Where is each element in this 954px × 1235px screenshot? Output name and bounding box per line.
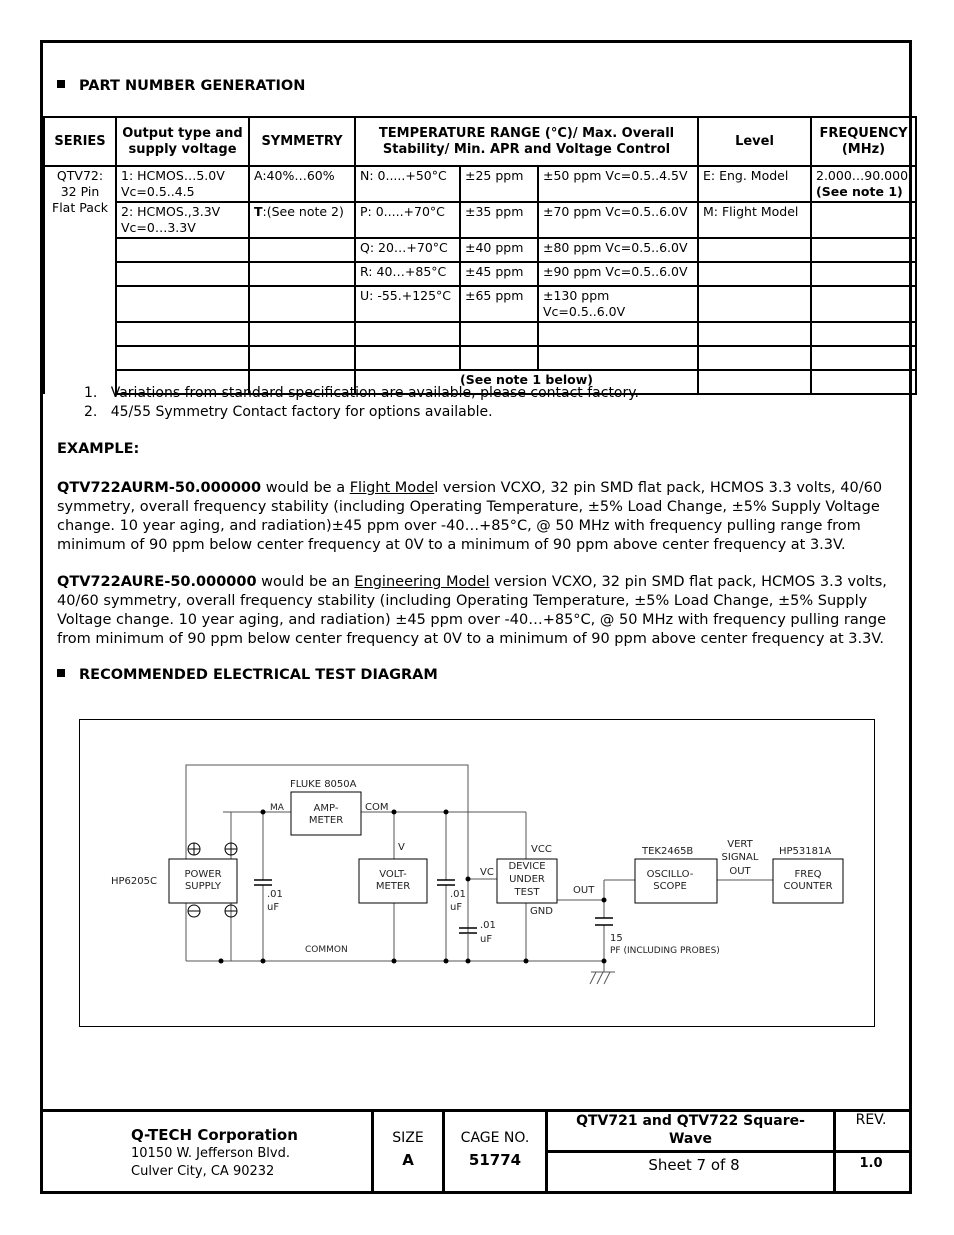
- symmetry-cell: [249, 238, 355, 262]
- apr-cell: ±130 ppm Vc=0.5..6.0V: [538, 286, 698, 322]
- company-address-1: 10150 W. Jefferson Blvd.: [131, 1146, 290, 1161]
- frequency-cell: [811, 286, 916, 322]
- text: would be an: [256, 574, 355, 590]
- table-header-row: [44, 117, 916, 166]
- ammeter-label-1: AMP-: [313, 803, 339, 814]
- frequency-note: (See note 1): [816, 184, 903, 199]
- cap4-value: 15: [610, 933, 623, 944]
- apr-cell: ±90 ppm Vc=0.5..6.0V: [538, 262, 698, 286]
- vcc-label: VCC: [531, 844, 552, 855]
- ma-label: MA: [270, 803, 284, 813]
- example-paragraph-2: [57, 573, 912, 649]
- dut-label-3: TEST: [514, 887, 540, 898]
- power-supply-label-2: SUPPLY: [184, 881, 222, 892]
- ammeter-label-2: METER: [308, 815, 344, 826]
- temp-range-cell: [355, 346, 460, 370]
- level-cell: [698, 286, 811, 322]
- level-cell: [698, 346, 811, 370]
- gnd-label: GND: [530, 906, 553, 917]
- table-row: [44, 286, 916, 322]
- cap3-value: .01: [480, 920, 496, 931]
- symmetry-cell: [249, 346, 355, 370]
- out-label: OUT: [573, 885, 595, 896]
- company-name: Q-TECH Corporation: [131, 1126, 298, 1144]
- output-cell: [116, 346, 249, 370]
- table-row: [44, 238, 916, 262]
- symmetry-cell: [249, 286, 355, 322]
- stability-cell: ±65 ppm: [460, 286, 538, 322]
- document-title: [548, 1112, 833, 1148]
- table-row: [44, 202, 916, 238]
- output-cell: [116, 238, 249, 262]
- power-supply-label-1: POWER: [184, 869, 222, 880]
- text: would be a: [261, 480, 350, 496]
- output-cell: [116, 262, 249, 286]
- section-heading-test-diagram: [57, 667, 438, 683]
- symmetry-note: :(See note 2): [262, 204, 344, 219]
- bullet-icon: [57, 669, 65, 677]
- cap1-value: .01: [267, 889, 283, 900]
- example-paragraph-1: [57, 479, 912, 555]
- section-title: PART NUMBER GENERATION: [79, 78, 306, 94]
- vert-label-1: VERT: [727, 839, 753, 850]
- temp-range-cell: U: -55.+125°C: [355, 286, 460, 322]
- text: l version VCXO, 32 pin SMD flat pack, HCMOS 3.3 volts, 40/60 symmetry, overall frequency stability (including Operating Temperature, ±5% Load Change, ±5% Supply Voltage change. 10 year aging, and radiation)±45 ppm over -40…+85°C, @ 50 MHz with frequency pulling range from minimum of 90 ppm below center frequency at 0V to a minimum of 90 ppm above center frequency at 3.3V.: [57, 480, 883, 553]
- table-row: [44, 262, 916, 286]
- header-level: Level: [698, 117, 811, 166]
- note-item: 2. 45/55 Symmetry Contact factory for options available.: [84, 404, 493, 420]
- stability-cell: ±45 ppm: [460, 262, 538, 286]
- part-number: QTV722AURE-50.000000: [57, 574, 257, 590]
- part-number-table: [43, 116, 917, 395]
- output-cell: 2: HCMOS.,3.3V Vc=0…3.3V: [116, 202, 249, 238]
- output-cell: 1: HCMOS…5.0V Vc=0.5..4.5: [116, 166, 249, 202]
- stability-cell: [460, 346, 538, 370]
- cage-value: 51774: [468, 1151, 522, 1169]
- v-label: V: [398, 842, 405, 853]
- sheet-number: Sheet 7 of 8: [648, 1156, 740, 1174]
- text: version VCXO, 32 pin SMD flat pack, HCMOS 3.3 volts, 40/60 symmetry, overall frequency stability (including Operating Temperature, ±5% Load Change, ±5% Supply Voltage change. 10 year aging, and radiation) ±45 ppm over -40…+85°C, @ 50 MHz with frequency pulling range from minimum of 90 ppm below center frequency at 0V to a minimum of 90 ppm above center frequency at 3.3V.: [57, 574, 887, 647]
- underlined-text: Flight Mode: [349, 480, 435, 496]
- cap2-value: .01: [450, 889, 466, 900]
- apr-cell: ±80 ppm Vc=0.5..6.0V: [538, 238, 698, 262]
- dut-label-1: DEVICE: [508, 861, 546, 872]
- table-row: [44, 166, 916, 202]
- com-label: COM: [365, 802, 389, 813]
- symmetry-code: T: [254, 204, 263, 219]
- apr-cell: ±70 ppm Vc=0.5..6.0V: [538, 202, 698, 238]
- stability-cell: ±40 ppm: [460, 238, 538, 262]
- level-cell: [698, 322, 811, 346]
- oscilloscope-label-1: OSCILLO-: [646, 869, 694, 880]
- underlined-text: Engineering Model: [354, 574, 490, 590]
- apr-cell: [538, 346, 698, 370]
- output-cell: [116, 286, 249, 322]
- header-series: SERIES: [44, 117, 116, 166]
- size-value: A: [402, 1151, 414, 1169]
- frequency-cell: [811, 346, 916, 370]
- part-number: QTV722AURM-50.000000: [57, 480, 262, 496]
- temp-range-cell: P: 0.....+70°C: [355, 202, 460, 238]
- vert-label-2: SIGNAL: [721, 852, 759, 863]
- oscilloscope-label-2: SCOPE: [653, 881, 687, 892]
- stability-cell: ±35 ppm: [460, 202, 538, 238]
- level-cell: E: Eng. Model: [698, 166, 811, 202]
- cap2-unit: uF: [450, 902, 463, 913]
- section-heading-part-number: [57, 78, 305, 94]
- header-output: Output type and supply voltage: [116, 117, 249, 166]
- symmetry-cell: [249, 202, 355, 238]
- frequency-cell: [811, 262, 916, 286]
- temp-range-cell: [355, 322, 460, 346]
- example-heading: EXAMPLE:: [57, 441, 140, 457]
- section-title: RECOMMENDED ELECTRICAL TEST DIAGRAM: [79, 667, 438, 683]
- level-cell: M: Flight Model: [698, 202, 811, 238]
- header-symmetry: SYMMETRY: [249, 117, 355, 166]
- test-diagram-box: [79, 719, 875, 1027]
- tek2465b-label: TEK2465B: [642, 846, 694, 857]
- common-label: COMMON: [305, 945, 348, 955]
- output-cell: [116, 322, 249, 346]
- cage-label: CAGE NO.: [460, 1130, 530, 1146]
- header-temperature: TEMPERATURE RANGE (°C)/ Max. Overall Stability/ Min. APR and Voltage Control: [355, 117, 698, 166]
- temp-range-cell: R: 40…+85°C: [355, 262, 460, 286]
- stability-cell: [460, 322, 538, 346]
- header-frequency: FREQUENCY (MHz): [811, 117, 916, 166]
- rev-value: 1.0: [859, 1156, 883, 1171]
- title-block: [40, 1109, 912, 1194]
- frequency-cell: [811, 370, 916, 394]
- rev-label: REV.: [855, 1112, 887, 1128]
- notes-list: [84, 384, 639, 422]
- table-row: [44, 346, 916, 370]
- cap1-unit: uF: [267, 902, 280, 913]
- table-row: [44, 322, 916, 346]
- series-cell: [44, 166, 116, 394]
- fluke-label: FLUKE 8050A: [290, 779, 357, 790]
- temp-range-cell: Q: 20…+70°C: [355, 238, 460, 262]
- frequency-cell: [811, 238, 916, 262]
- cap4-note: PF (INCLUDING PROBES): [610, 946, 720, 956]
- stability-cell: ±25 ppm: [460, 166, 538, 202]
- vc-label: VC: [480, 867, 494, 878]
- freq-counter-label-1: FREQ: [794, 869, 822, 880]
- test-diagram: [80, 720, 876, 1028]
- note-item: 1. Variations from standard specification are available, please contact factory.: [84, 385, 639, 401]
- level-cell: [698, 370, 811, 394]
- symmetry-cell: A:40%…60%: [249, 166, 355, 202]
- apr-cell: ±50 ppm Vc=0.5..4.5V: [538, 166, 698, 202]
- frequency-cell: [811, 322, 916, 346]
- table-footer-note: (See note 1 below): [355, 370, 698, 394]
- frequency-cell: [811, 202, 916, 238]
- bullet-icon: [57, 80, 65, 88]
- voltmeter-label-2: METER: [375, 881, 411, 892]
- symmetry-cell: [249, 322, 355, 346]
- level-cell: [698, 262, 811, 286]
- hp53181a-label: HP53181A: [779, 846, 832, 857]
- voltmeter-label-1: VOLT-: [379, 869, 407, 880]
- series-text: QTV72: 32 Pin Flat Pack: [52, 168, 108, 215]
- level-cell: [698, 238, 811, 262]
- freq-counter-label-2: COUNTER: [783, 881, 833, 892]
- frequency-value: 2.000…90.000: [816, 168, 909, 183]
- hp6205c-label: HP6205C: [111, 876, 157, 887]
- vert-label-3: OUT: [729, 866, 751, 877]
- size-label: SIZE: [392, 1130, 424, 1146]
- apr-cell: [538, 322, 698, 346]
- symmetry-cell: [249, 262, 355, 286]
- divider: [548, 1150, 912, 1153]
- cap3-unit: uF: [480, 934, 493, 945]
- dut-label-2: UNDER: [509, 874, 545, 885]
- document-title-text: QTV721 and QTV722 Square-Wave: [576, 1113, 805, 1147]
- frequency-cell: [811, 166, 916, 202]
- temp-range-cell: N: 0.....+50°C: [355, 166, 460, 202]
- company-address-2: Culver City, CA 90232: [131, 1164, 275, 1179]
